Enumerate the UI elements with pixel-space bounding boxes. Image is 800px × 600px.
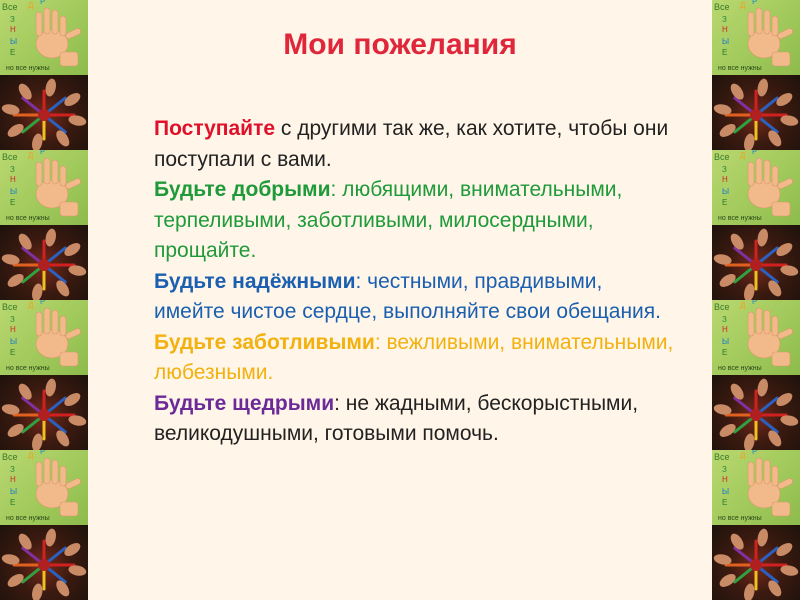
- wish-paragraph: [154, 328, 674, 389]
- wish-lead: Будьте надёжными: [154, 269, 356, 293]
- hands-circle-tile: [712, 75, 800, 150]
- open-hand-icon: [712, 300, 800, 375]
- tile-letter: Д: [740, 151, 746, 160]
- tile-letter: Н: [722, 475, 728, 484]
- tile-caption: но все нужны: [6, 65, 50, 72]
- hands-circle-tile: [0, 525, 88, 600]
- tile-letter: Н: [10, 475, 16, 484]
- tile-letter: Все: [714, 452, 730, 462]
- tile-letter: З: [722, 15, 727, 24]
- tile-caption: но все нужны: [6, 515, 50, 522]
- tile-letter: З: [722, 165, 727, 174]
- hands-circle-tile: [0, 75, 88, 150]
- wish-text: : не жадными, бескорыстными, великодушными, готовыми помочь.: [154, 391, 639, 445]
- wish-paragraph: [154, 389, 674, 450]
- wish-lead: Поступайте: [154, 117, 276, 140]
- wish-text: : вежливыми, внимательными, любезными.: [154, 330, 674, 384]
- wish-lead: Будьте щедрыми: [154, 391, 335, 415]
- hands-circle-icon: [0, 225, 88, 300]
- wish-paragraph: [154, 267, 674, 328]
- open-hand-icon: [712, 0, 800, 75]
- hand-tile: [0, 450, 88, 525]
- wish-paragraph: [154, 114, 674, 175]
- hands-circle-icon: [712, 225, 800, 300]
- hands-circle-tile: [712, 525, 800, 600]
- open-hand-icon: [0, 450, 88, 525]
- open-hand-icon: [712, 450, 800, 525]
- tile-letter: Е: [10, 198, 16, 207]
- tile-letter: Е: [722, 48, 728, 57]
- hands-circle-tile: [0, 375, 88, 450]
- left-decor-strip: [0, 0, 88, 600]
- tile-letter: Ы: [10, 487, 18, 496]
- wish-text: : честными, правдивыми, имейте чистое сердце, выполняйте свои обещания.: [154, 269, 661, 323]
- tile-letter: Д: [740, 1, 746, 10]
- tile-letter: Все: [2, 2, 18, 12]
- tile-letter: Е: [10, 348, 16, 357]
- right-decor-strip: [712, 0, 800, 600]
- tile-letter: Д: [28, 151, 34, 160]
- tile-letter: Ы: [10, 37, 18, 46]
- tile-letter: З: [10, 465, 15, 474]
- tile-letter: Все: [2, 152, 18, 162]
- hands-circle-icon: [0, 525, 88, 600]
- tile-letter: Ы: [722, 337, 730, 346]
- tile-letter: Р: [752, 450, 758, 456]
- hand-tile: [0, 300, 88, 375]
- tile-letter: З: [722, 315, 727, 324]
- tile-caption: но все нужны: [6, 215, 50, 222]
- tile-letter: Ы: [722, 37, 730, 46]
- hands-circle-icon: [712, 525, 800, 600]
- tile-letter: Р: [752, 0, 758, 6]
- tile-letter: Е: [10, 498, 16, 507]
- tile-letter: З: [10, 165, 15, 174]
- tile-letter: Р: [40, 150, 46, 156]
- tile-letter: Е: [10, 48, 16, 57]
- hands-circle-icon: [0, 75, 88, 150]
- tile-letter: Н: [722, 325, 728, 334]
- tile-letter: Все: [714, 302, 730, 312]
- tile-letter: Р: [40, 450, 46, 456]
- tile-letter: Н: [10, 25, 16, 34]
- tile-letter: Все: [2, 452, 18, 462]
- open-hand-icon: [0, 0, 88, 75]
- tile-letter: Н: [722, 175, 728, 184]
- hands-circle-tile: [0, 225, 88, 300]
- hand-tile: [0, 150, 88, 225]
- hand-tile: [712, 300, 800, 375]
- hands-circle-tile: [712, 225, 800, 300]
- hands-circle-icon: [712, 375, 800, 450]
- page-title: Мои пожелания: [283, 28, 517, 61]
- tile-letter: Е: [722, 498, 728, 507]
- tile-letter: Д: [28, 1, 34, 10]
- wish-paragraph: [154, 175, 674, 267]
- tile-letter: Все: [2, 302, 18, 312]
- hand-tile: [712, 150, 800, 225]
- tile-letter: Ы: [10, 187, 18, 196]
- hand-tile: [712, 450, 800, 525]
- tile-caption: но все нужны: [6, 365, 50, 372]
- tile-letter: Р: [40, 0, 46, 6]
- tile-letter: Д: [28, 301, 34, 310]
- tile-letter: Н: [10, 325, 16, 334]
- hands-circle-icon: [712, 75, 800, 150]
- hands-circle-icon: [0, 375, 88, 450]
- open-hand-icon: [0, 300, 88, 375]
- tile-letter: Д: [28, 451, 34, 460]
- tile-letter: Р: [752, 150, 758, 156]
- slide-content: [88, 0, 712, 600]
- wish-lead: Будьте заботливыми: [154, 330, 375, 354]
- wish-text: с другими так же, как хотите, чтобы они поступали с вами.: [154, 117, 669, 171]
- tile-letter: Р: [40, 300, 46, 306]
- open-hand-icon: [0, 150, 88, 225]
- tile-letter: Ы: [722, 487, 730, 496]
- tile-letter: Все: [714, 152, 730, 162]
- tile-letter: З: [10, 15, 15, 24]
- tile-letter: Д: [740, 451, 746, 460]
- tile-letter: Д: [740, 301, 746, 310]
- hands-circle-tile: [712, 375, 800, 450]
- tile-letter: Р: [752, 300, 758, 306]
- hand-tile: [712, 0, 800, 75]
- tile-caption: но все нужны: [718, 215, 762, 222]
- wishes-list: [154, 114, 674, 450]
- tile-letter: Ы: [722, 187, 730, 196]
- hand-tile: [0, 0, 88, 75]
- tile-letter: Н: [722, 25, 728, 34]
- wish-lead: Будьте добрыми: [154, 178, 331, 201]
- tile-letter: З: [10, 315, 15, 324]
- tile-letter: Е: [722, 198, 728, 207]
- open-hand-icon: [712, 150, 800, 225]
- tile-letter: Н: [10, 175, 16, 184]
- tile-letter: Все: [714, 2, 730, 12]
- tile-letter: Е: [722, 348, 728, 357]
- tile-caption: но все нужны: [718, 65, 762, 72]
- tile-letter: Ы: [10, 337, 18, 346]
- tile-caption: но все нужны: [718, 515, 762, 522]
- wish-text: : любящими, внимательными, терпеливыми, заботливыми, милосердными, прощайте.: [154, 178, 623, 262]
- tile-caption: но все нужны: [718, 365, 762, 372]
- tile-letter: З: [722, 465, 727, 474]
